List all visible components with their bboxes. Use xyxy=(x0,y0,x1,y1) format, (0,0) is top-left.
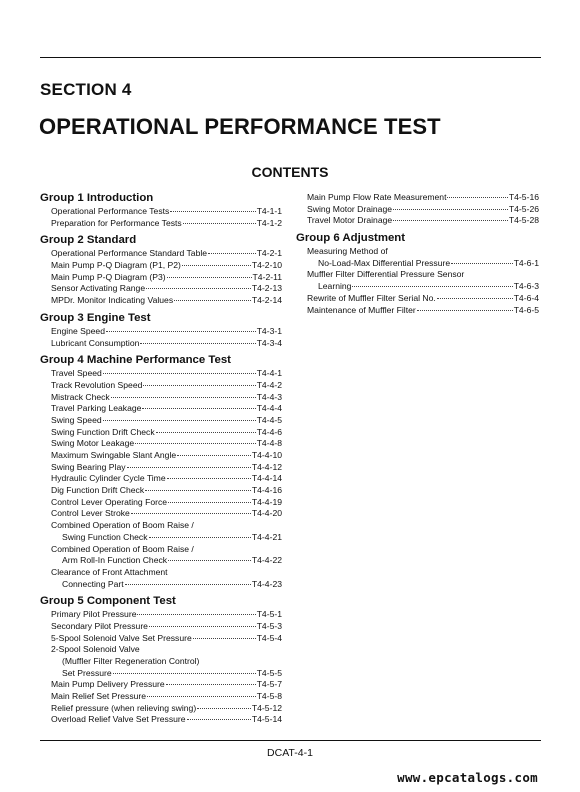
dot-leader xyxy=(437,298,513,299)
toc-entry[interactable] xyxy=(40,260,282,272)
toc-group xyxy=(40,595,282,726)
section-label: SECTION 4 xyxy=(40,80,132,99)
toc-entry-title: Swing Motor Leakage xyxy=(51,438,135,449)
dot-leader xyxy=(131,513,251,514)
toc-page-number: T4-5-7 xyxy=(256,679,282,690)
toc-entry[interactable] xyxy=(296,281,539,293)
toc-entry-title: No-Load-Max Differential Pressure xyxy=(318,257,451,268)
toc-page-number: T4-2-14 xyxy=(251,295,282,306)
dot-leader xyxy=(145,490,251,491)
dot-leader xyxy=(166,684,256,685)
dot-leader xyxy=(140,343,255,344)
dot-leader xyxy=(143,385,255,386)
toc-entry-title: Maximum Swingable Slant Angle xyxy=(51,450,177,460)
group-title: Group 3 Engine Test xyxy=(40,311,151,324)
toc-page-number: T4-5-5 xyxy=(256,667,282,678)
toc-entry[interactable] xyxy=(40,392,282,404)
toc-entry[interactable] xyxy=(296,192,539,204)
toc-page-number: T4-4-19 xyxy=(251,496,282,507)
toc-entry[interactable] xyxy=(40,668,282,680)
toc-entry[interactable] xyxy=(40,609,282,621)
toc-page-number: T4-5-1 xyxy=(256,609,282,620)
toc-entry-title: Lubricant Consumption xyxy=(51,337,140,348)
toc-page-number: T4-5-28 xyxy=(508,215,539,226)
toc-page-number: T4-4-1 xyxy=(256,368,282,379)
dot-leader xyxy=(156,432,256,433)
toc-entry-title: Track Revolution Speed xyxy=(51,379,143,390)
dot-leader xyxy=(103,420,256,421)
toc-group xyxy=(40,192,282,229)
toc-page-number: T4-5-26 xyxy=(508,203,539,214)
toc-page-number: T4-2-10 xyxy=(251,260,282,271)
toc-entry[interactable] xyxy=(40,272,282,284)
toc-entry-title: Control Lever Operating Force xyxy=(51,496,168,507)
toc-entry-title: Swing Motor Drainage xyxy=(307,203,393,214)
toc-page-number: T4-4-3 xyxy=(256,391,282,402)
dot-leader xyxy=(167,277,252,278)
toc-entry-title: Main Pump P-Q Diagram (P1, P2) xyxy=(51,260,181,271)
toc-page-number: T4-6-5 xyxy=(513,304,539,315)
toc-entry[interactable] xyxy=(40,508,282,520)
toc-entry-title: Engine Speed xyxy=(51,325,105,336)
toc-entry-title: Secondary Pilot Pressure xyxy=(51,620,148,631)
toc-entry-title: Swing Speed xyxy=(51,414,102,425)
dot-leader xyxy=(174,300,251,301)
toc-entry-title: Preparation for Performance Tests xyxy=(51,217,182,228)
toc-page-number: T4-4-6 xyxy=(256,426,282,437)
dot-leader xyxy=(170,211,255,212)
toc-entry[interactable] xyxy=(40,415,282,427)
toc-entry-title: Main Relief Set Pressure xyxy=(51,691,147,702)
toc-entry[interactable] xyxy=(40,283,282,295)
toc-entry-continuation: Measuring Method of xyxy=(307,246,388,257)
top-rule xyxy=(40,57,541,58)
toc-entry[interactable] xyxy=(40,380,282,392)
left-column xyxy=(40,192,282,726)
toc-entry[interactable] xyxy=(40,403,282,415)
toc-page-number: T4-4-8 xyxy=(256,438,282,449)
toc-page-number: T4-4-22 xyxy=(251,555,282,566)
toc-entry-title: Rewrite of Muffler Filter Serial No. xyxy=(307,292,436,303)
dot-leader xyxy=(193,638,256,639)
toc-entry-title: Swing Function Check xyxy=(62,531,148,542)
toc-entry[interactable] xyxy=(296,215,539,227)
toc-page-number: T4-2-11 xyxy=(252,271,282,282)
toc-entry[interactable] xyxy=(40,248,282,260)
toc-page-number: T4-2-13 xyxy=(251,283,282,294)
toc-entry-title: Operational Performance Standard Table xyxy=(51,248,208,259)
toc-entry[interactable] xyxy=(40,679,282,691)
toc-entry-continuation: (Muffler Filter Regeneration Control) xyxy=(62,656,200,666)
dot-leader xyxy=(135,443,256,444)
toc-page-number: T4-4-16 xyxy=(251,485,282,496)
toc-entry[interactable] xyxy=(40,206,282,218)
toc-entry-title: Travel Speed xyxy=(51,368,102,379)
toc-page-number: T4-1-2 xyxy=(256,217,282,228)
toc-entry[interactable] xyxy=(40,450,282,462)
toc-entry[interactable] xyxy=(40,497,282,509)
dot-leader xyxy=(147,696,256,697)
dot-leader xyxy=(417,310,513,311)
toc-entry-title: Main Pump P-Q Diagram (P3) xyxy=(51,271,166,282)
contents-title: CONTENTS xyxy=(251,164,329,180)
toc-entry-title: Hydraulic Cylinder Cycle Time xyxy=(51,473,166,484)
toc-entry-title: Learning xyxy=(318,281,352,292)
toc-page-number: T4-3-4 xyxy=(256,337,282,348)
dot-leader xyxy=(137,614,255,615)
toc-entry-title: Sensor Activating Range xyxy=(51,283,146,294)
bottom-rule xyxy=(40,740,541,741)
toc-group xyxy=(296,232,539,316)
toc-page-number: T4-4-10 xyxy=(251,450,282,460)
toc-entry-title: Operational Performance Tests xyxy=(51,206,170,216)
dot-leader xyxy=(142,408,255,409)
toc-entry-continuation: Combined Operation of Boom Raise / xyxy=(51,543,194,554)
dot-leader xyxy=(393,209,508,210)
toc-entry-title: Travel Parking Leakage xyxy=(51,403,142,414)
dot-leader xyxy=(146,288,251,289)
toc-entry-title: Main Pump Delivery Pressure xyxy=(51,679,165,690)
toc-entry-title: Mistrack Check xyxy=(51,391,110,402)
dot-leader xyxy=(149,537,251,538)
toc-entry-continuation: Muffler Filter Differential Pressure Sensor xyxy=(307,269,465,280)
toc-entry[interactable] xyxy=(296,305,539,317)
toc-page-number: T4-5-3 xyxy=(256,620,282,631)
toc-entry[interactable] xyxy=(40,579,282,591)
toc-entry-title: Relief pressure (when relieving swing) xyxy=(51,702,197,713)
toc-entry-continuation: Combined Operation of Boom Raise / xyxy=(51,520,194,531)
toc-group xyxy=(40,354,282,590)
dot-leader xyxy=(177,455,251,456)
toc-page-number: T4-4-23 xyxy=(251,578,282,589)
right-column xyxy=(296,192,539,316)
toc-page-number: T4-6-3 xyxy=(513,281,539,292)
dot-leader xyxy=(352,286,512,287)
dot-leader xyxy=(111,397,256,398)
toc-page-number: T4-5-12 xyxy=(251,702,282,713)
toc-page-number: T4-6-4 xyxy=(513,292,539,303)
toc-page-number: T4-5-14 xyxy=(251,714,282,725)
toc-entry[interactable] xyxy=(40,714,282,726)
dot-leader xyxy=(208,253,256,254)
toc-page-number: T4-5-4 xyxy=(256,632,282,643)
toc-entry-title: Swing Function Drift Check xyxy=(51,426,155,437)
toc-entry[interactable] xyxy=(40,691,282,703)
toc-entry[interactable] xyxy=(40,338,282,350)
dot-leader xyxy=(168,560,251,561)
toc-page-number: T4-6-1 xyxy=(513,257,539,268)
toc-entry-title: Primary Pilot Pressure xyxy=(51,609,137,620)
dot-leader xyxy=(447,197,507,198)
toc-entry-title: Swing Bearing Play xyxy=(51,461,126,472)
toc-page-number: T4-4-12 xyxy=(251,461,282,472)
toc-page-number: T4-4-5 xyxy=(256,414,282,425)
group-title: Group 6 Adjustment xyxy=(296,232,406,245)
toc-page-number: T4-4-14 xyxy=(251,473,282,484)
dot-leader xyxy=(127,467,251,468)
dot-leader xyxy=(393,220,508,221)
dot-leader xyxy=(167,478,251,479)
toc-page-number: T4-1-1 xyxy=(256,206,282,216)
toc-entry-continuation: Clearance of Front Attachment xyxy=(51,566,168,577)
toc-group xyxy=(40,312,282,349)
toc-entry-title: Dig Function Drift Check xyxy=(51,485,145,496)
page-number: DCAT-4-1 xyxy=(267,747,313,759)
toc-page-number: T4-4-2 xyxy=(256,379,282,390)
dot-leader xyxy=(168,502,251,503)
toc-entry-title: Connecting Part xyxy=(62,578,124,589)
toc-page-number: T4-2-1 xyxy=(256,248,282,259)
toc-page-number: T4-5-8 xyxy=(256,691,282,702)
dot-leader xyxy=(125,584,251,585)
group-title: Group 2 Standard xyxy=(40,234,137,247)
toc-entry[interactable] xyxy=(40,555,282,567)
page-title: OPERATIONAL PERFORMANCE TEST xyxy=(39,114,441,139)
group-title: Group 4 Machine Performance Test xyxy=(40,354,231,367)
toc-entry[interactable] xyxy=(40,368,282,380)
toc-entry[interactable] xyxy=(40,462,282,474)
toc-group xyxy=(40,234,282,306)
toc-entry-title: Control Lever Stroke xyxy=(51,508,130,519)
dot-leader xyxy=(106,331,256,332)
toc-page-number: T4-5-16 xyxy=(508,192,539,202)
toc-entry[interactable] xyxy=(40,438,282,450)
toc-page-number: T4-4-4 xyxy=(256,403,282,414)
toc-entry-title: Set Pressure xyxy=(62,667,112,678)
toc-entry[interactable] xyxy=(40,621,282,633)
toc-entry-title: 5-Spool Solenoid Valve Set Pressure xyxy=(51,632,192,643)
watermark: www.epcatalogs.com xyxy=(397,770,538,785)
group-title: Group 1 Introduction xyxy=(40,192,154,204)
dot-leader xyxy=(451,263,513,264)
dot-leader xyxy=(149,626,256,627)
toc-entry[interactable] xyxy=(40,326,282,338)
toc-entry-title: Arm Roll-In Function Check xyxy=(62,555,168,566)
toc-entry-title: Maintenance of Muffler Filter xyxy=(307,304,416,315)
dot-leader xyxy=(103,373,256,374)
toc-entry[interactable] xyxy=(40,427,282,439)
toc-page-number: T4-4-20 xyxy=(251,508,282,519)
toc-entry-title: Main Pump Flow Rate Measurement xyxy=(307,192,447,202)
dot-leader xyxy=(183,223,256,224)
toc-page-number: T4-4-21 xyxy=(251,531,282,542)
toc-entry-title: Overload Relief Valve Set Pressure xyxy=(51,714,186,725)
toc-entry[interactable] xyxy=(40,295,282,307)
toc-entry-title: MPDr. Monitor Indicating Values xyxy=(51,295,174,306)
dot-leader xyxy=(187,719,251,720)
toc-page-number: T4-3-1 xyxy=(256,325,282,336)
toc-entry-continuation: 2-Spool Solenoid Valve xyxy=(51,644,140,655)
toc-entry[interactable] xyxy=(296,293,539,305)
dot-leader xyxy=(182,265,251,266)
toc-entry[interactable] xyxy=(40,473,282,485)
dot-leader xyxy=(197,708,251,709)
dot-leader xyxy=(113,673,256,674)
toc-entry[interactable] xyxy=(40,218,282,230)
toc-entry[interactable] xyxy=(296,258,539,270)
group-title: Group 5 Component Test xyxy=(40,595,176,608)
toc-entry[interactable] xyxy=(40,633,282,645)
toc-entry[interactable] xyxy=(40,532,282,544)
toc-entry[interactable] xyxy=(40,485,282,497)
toc-entry[interactable] xyxy=(296,204,539,216)
toc-entry-title: Travel Motor Drainage xyxy=(307,215,393,226)
toc-entry[interactable] xyxy=(40,703,282,715)
